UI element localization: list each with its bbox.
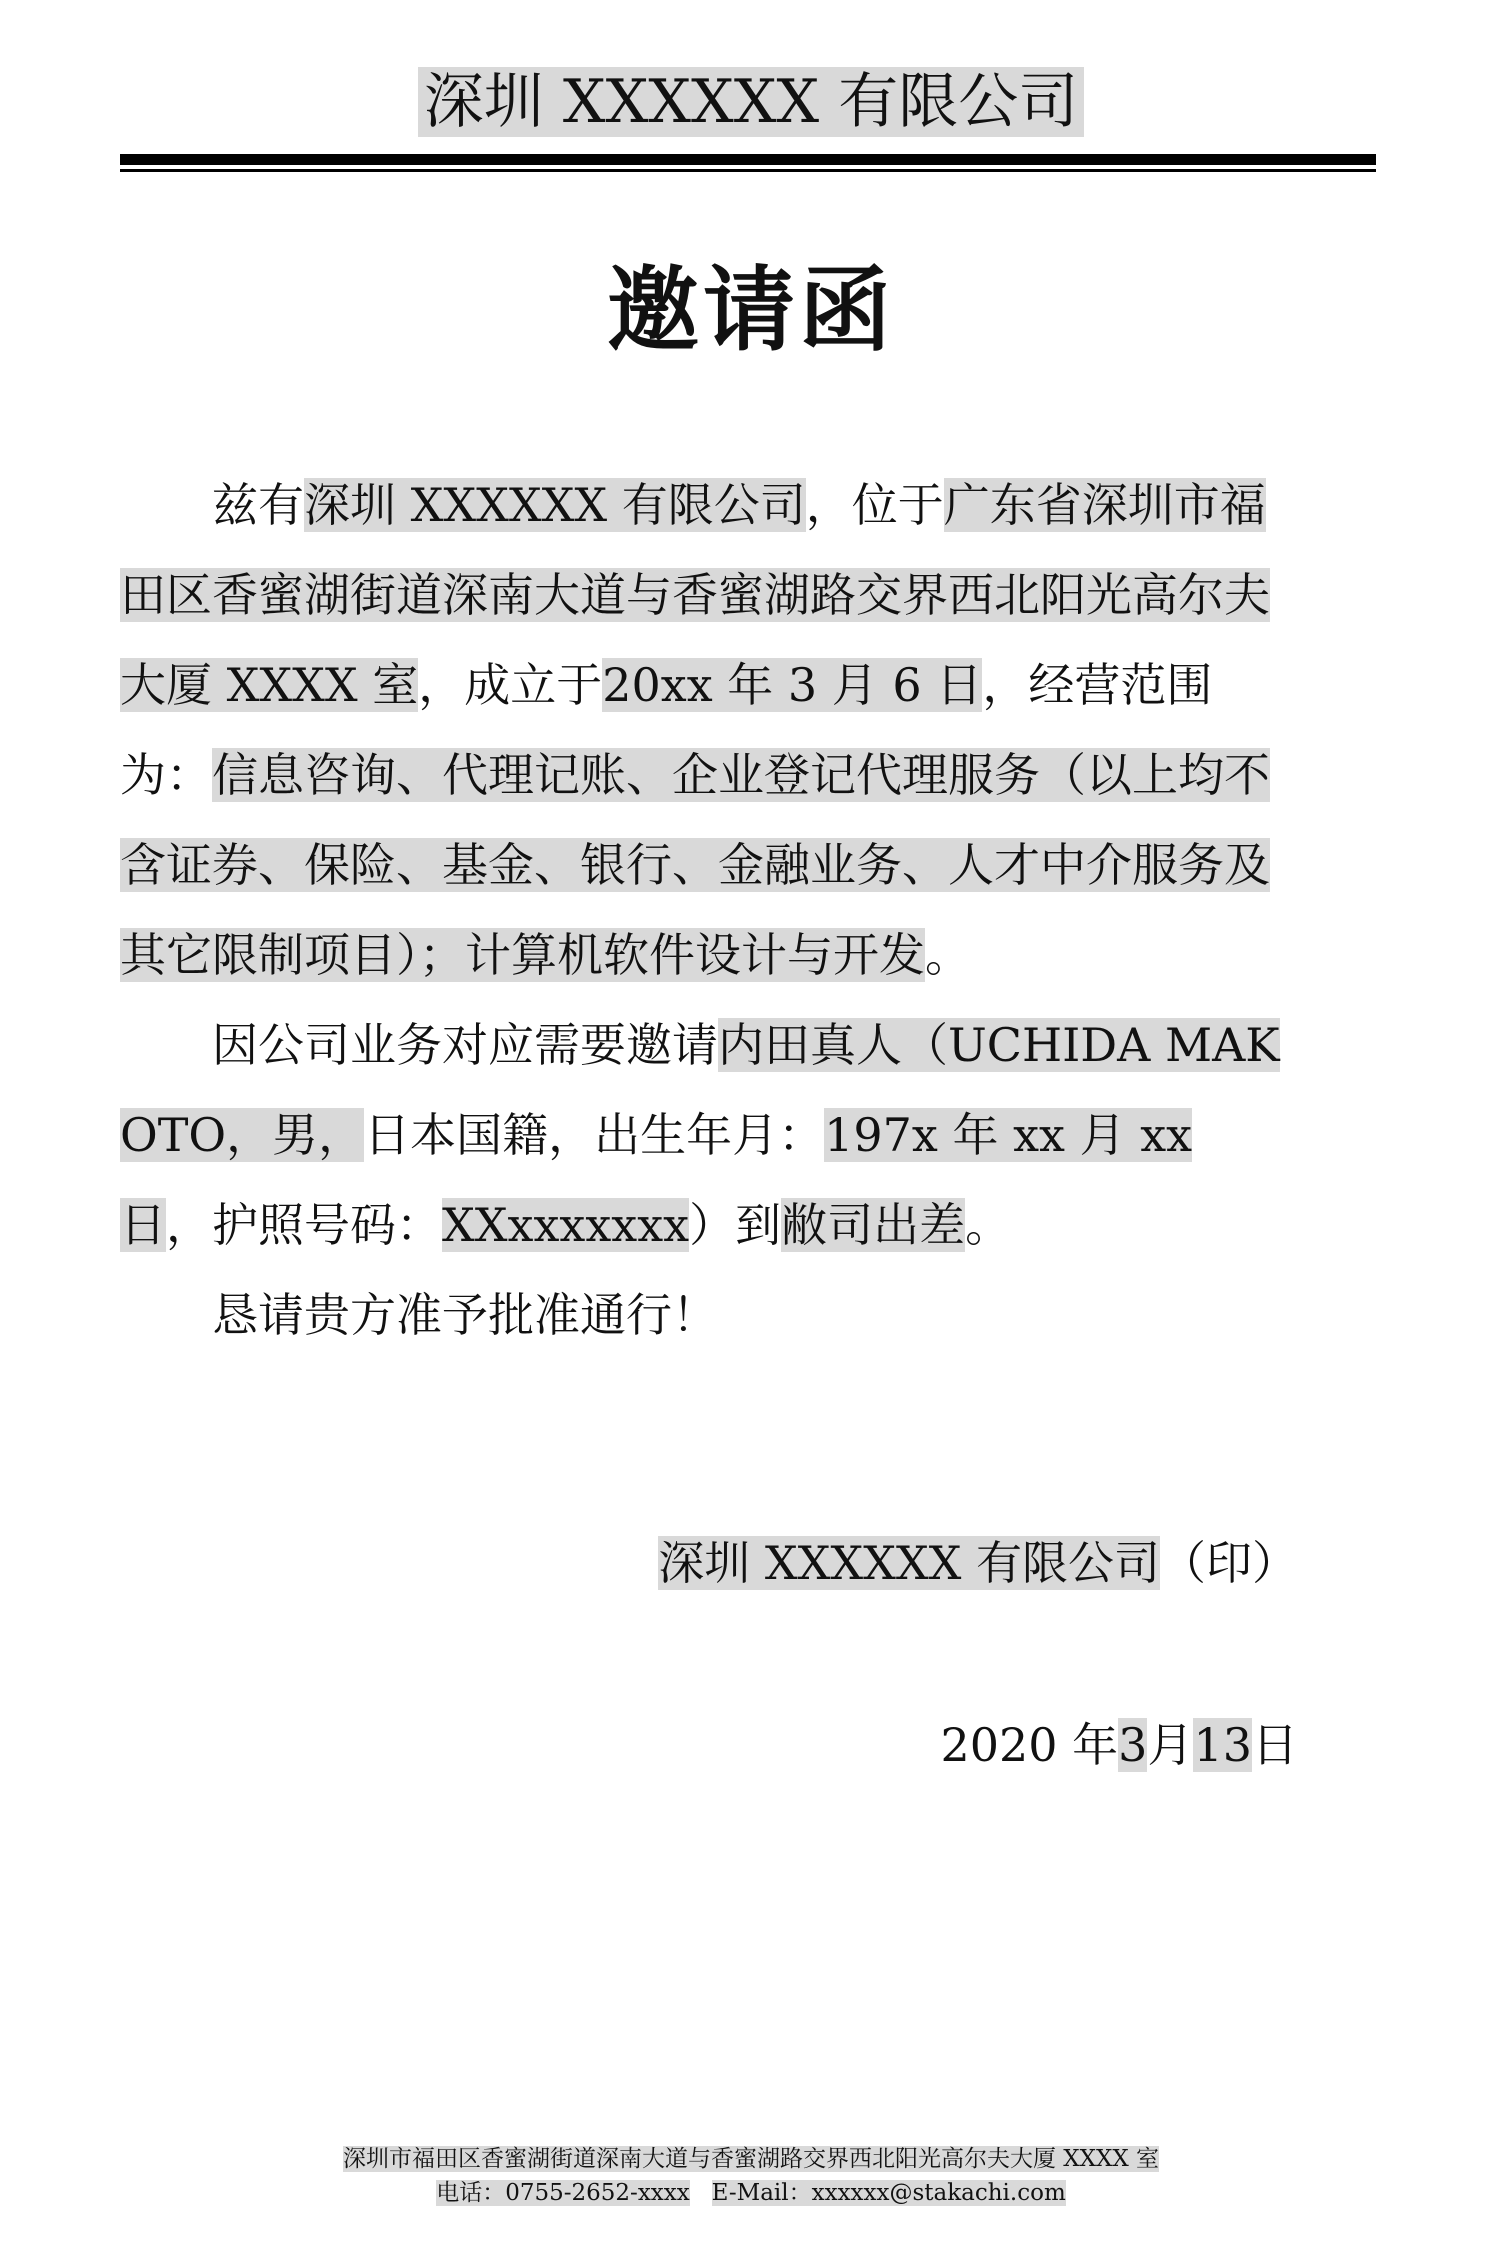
date-day-unit: 日 xyxy=(1252,1718,1298,1772)
text-segment: 。 xyxy=(925,928,971,982)
letter-body xyxy=(120,460,1298,1360)
letterhead-rule-thick xyxy=(120,154,1376,165)
date-month: 3 xyxy=(1118,1718,1148,1772)
date-day: 13 xyxy=(1193,1718,1252,1772)
text-segment: ）到 xyxy=(689,1198,782,1252)
paragraph-company-intro xyxy=(120,460,1298,1000)
text-segment: ，成立于 xyxy=(418,658,603,712)
text-segment: 。 xyxy=(965,1198,1012,1252)
document-title: 邀请函 xyxy=(606,256,895,364)
trip-destination: 敝司出差 xyxy=(781,1198,966,1252)
text-segment: 兹有 xyxy=(212,478,304,532)
signature-company: 深圳 XXXXXX 有限公司 xyxy=(658,1536,1160,1590)
business-scope: 信息咨询、代理记账、企业登记代理服务（以上均不含证券、保险、基金、银行、金融业务、人才中介服务及其它限制项目）；计算机软件设计与开发 xyxy=(120,748,1270,982)
date-month-unit: 月 xyxy=(1147,1718,1194,1772)
footer-phone-label: 电话： xyxy=(436,2180,506,2206)
footer-address-line xyxy=(0,2142,1502,2176)
letterhead-rule-thin xyxy=(120,169,1376,172)
text-segment: ，护照号码： xyxy=(166,1198,442,1252)
footer-phone: 0755-2652-xxxx xyxy=(505,2180,690,2206)
footer-contact-line xyxy=(0,2176,1502,2210)
page-footer xyxy=(0,2142,1502,2210)
passport-number: XXxxxxxxx xyxy=(442,1198,690,1252)
text-segment: ，位于 xyxy=(805,478,944,532)
invitee-name: 内田真人（UCHIDA MAKOTO，男， xyxy=(120,1018,1280,1162)
invitee-birth: 197x 年 xx 月 xx 日 xyxy=(120,1108,1193,1252)
text-segment: ，经营范围为： xyxy=(120,658,1213,802)
footer-email: xxxxxx@stakachi.com xyxy=(811,2180,1066,2206)
date-year: 2020 年 xyxy=(940,1718,1119,1772)
text-segment: 因公司业务对应需要邀请 xyxy=(212,1018,718,1072)
company-name: 深圳 XXXXXX 有限公司 xyxy=(304,478,806,532)
seal-mark: （印） xyxy=(1160,1536,1298,1590)
company-address: 广东省深圳市福田区香蜜湖街道深南大道与香蜜湖路交界西北阳光高尔夫大厦 XXXX 室 xyxy=(120,478,1270,712)
letterhead-company-name: 深圳 XXXXXX 有限公司 xyxy=(418,67,1084,137)
invitee-nationality: 日本国籍，出生年月： xyxy=(364,1108,825,1162)
footer-email-label: E-Mail： xyxy=(711,2180,812,2206)
paragraph-request: 恳请贵方准予批准通行！ xyxy=(212,1288,718,1342)
letter-date xyxy=(940,1700,1298,1790)
letterhead-company xyxy=(0,62,1502,142)
founded-date: 20xx 年 3 月 6 日 xyxy=(602,658,983,712)
footer-address: 深圳市福田区香蜜湖街道深南大道与香蜜湖路交界西北阳光高尔夫大厦 XXXX 室 xyxy=(342,2146,1160,2172)
signature-line xyxy=(658,1518,1298,1608)
paragraph-invitee xyxy=(120,1000,1298,1270)
